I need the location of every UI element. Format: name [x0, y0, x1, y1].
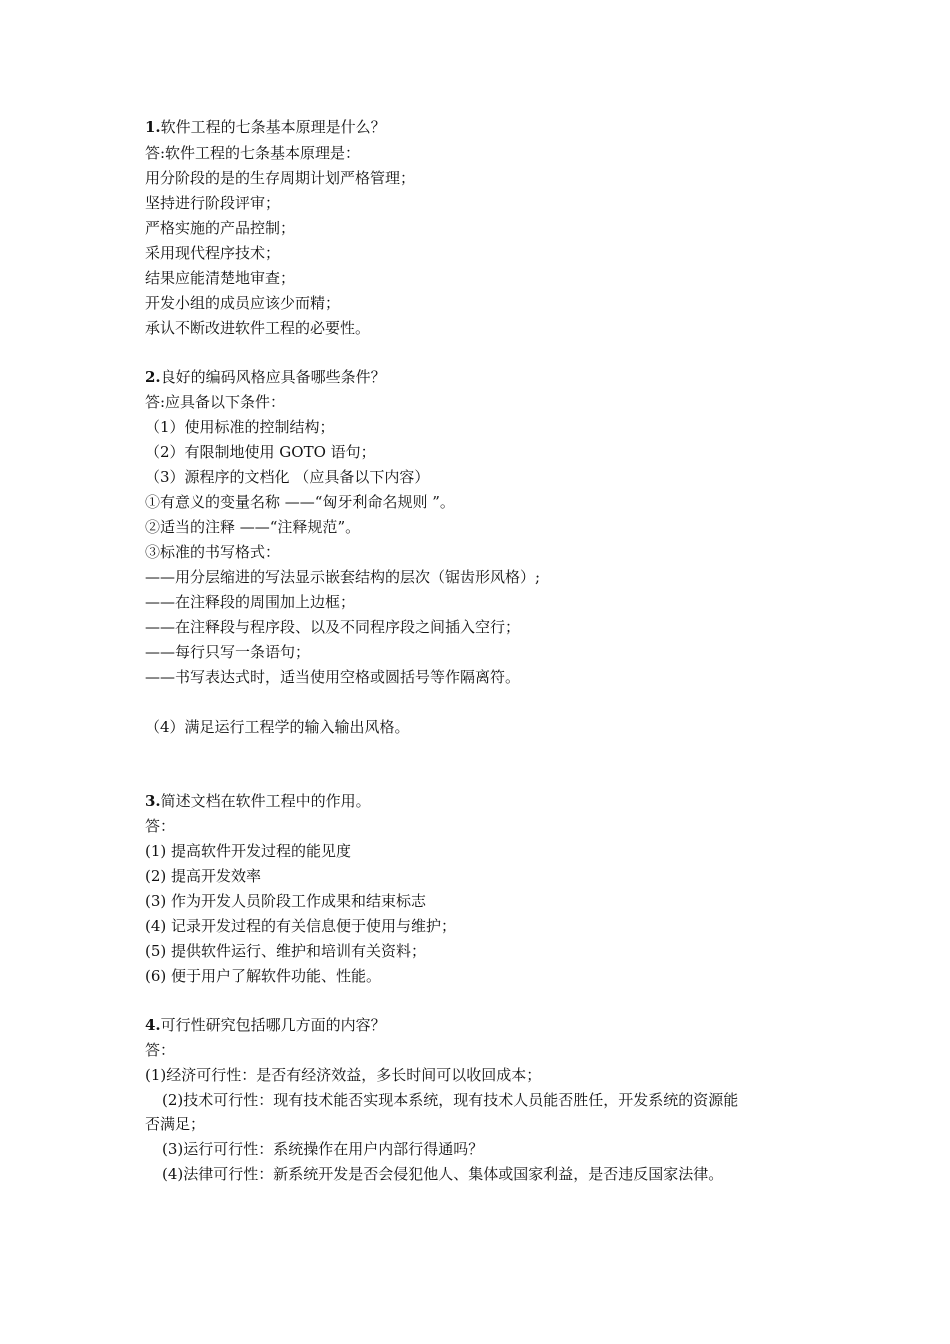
answer-line: (5) 提供软件运行、维护和培训有关资料； — [145, 942, 427, 960]
answer-intro: 答:软件工程的七条基本原理是： — [145, 144, 361, 162]
answer-line: (6) 便于用户了解软件功能、性能。 — [145, 967, 382, 985]
answer-intro: 答： — [145, 1041, 176, 1059]
answer-line: (2) 提高开发效率 — [145, 867, 262, 885]
question-number: 2. — [145, 368, 161, 386]
answer-line: (3)运行可行性：系统操作在用户内部行得通吗？ — [162, 1140, 484, 1158]
answer-line: 用分阶段的是的生存周期计划严格管理； — [145, 169, 416, 187]
answer-line: 坚持进行阶段评审； — [145, 194, 281, 212]
answer-line: （4）满足运行工程学的输入输出风格。 — [145, 718, 410, 736]
question-3-heading — [145, 791, 371, 811]
question-number: 4. — [145, 1016, 161, 1034]
answer-line: (1) 提高软件开发过程的能见度 — [145, 842, 352, 860]
answer-line: 否满足； — [145, 1115, 206, 1133]
question-number: 3. — [145, 792, 161, 810]
answer-intro: 答:应具备以下条件： — [145, 393, 286, 411]
question-number: 1. — [145, 118, 161, 136]
answer-intro: 答： — [145, 817, 176, 835]
answer-line: （1）使用标准的控制结构； — [145, 418, 335, 436]
question-1-heading — [145, 117, 386, 137]
question-title: 软件工程的七条基本原理是什么？ — [160, 118, 386, 136]
answer-line: ①有意义的变量名称 ——“匈牙利命名规则 ”。 — [145, 493, 455, 511]
answer-line: 承认不断改进软件工程的必要性。 — [145, 319, 371, 337]
question-title: 良好的编码风格应具备哪些条件？ — [160, 368, 386, 386]
answer-line: (3) 作为开发人员阶段工作成果和结束标志 — [145, 892, 427, 910]
question-title: 简述文档在软件工程中的作用。 — [160, 792, 371, 810]
answer-line: 结果应能清楚地审查； — [145, 269, 296, 287]
answer-line: (4)法律可行性：新系统开发是否会侵犯他人、集体或国家利益，是否违反国家法律。 — [162, 1165, 724, 1183]
answer-line: (4) 记录开发过程的有关信息便于使用与维护； — [145, 917, 457, 935]
answer-line: ③标准的书写格式： — [145, 543, 281, 561]
question-title: 可行性研究包括哪几方面的内容？ — [160, 1016, 386, 1034]
answer-line: ——用分层缩进的写法显示嵌套结构的层次（锯齿形风格）; — [145, 568, 541, 586]
question-4-heading — [145, 1015, 386, 1035]
answer-line: ——在注释段与程序段、以及不同程序段之间插入空行； — [145, 618, 521, 636]
answer-line: 采用现代程序技术； — [145, 244, 281, 262]
answer-line: ——书写表达式时，适当使用空格或圆括号等作隔离符。 — [145, 668, 521, 686]
question-2-heading — [145, 367, 386, 387]
answer-line: 开发小组的成员应该少而精； — [145, 294, 341, 312]
answer-line: （3）源程序的文档化 （应具备以下内容） — [145, 468, 430, 486]
answer-line: ②适当的注释 ——“注释规范”。 — [145, 518, 361, 536]
answer-line: ——在注释段的周围加上边框； — [145, 593, 356, 611]
answer-line: ——每行只写一条语句； — [145, 643, 311, 661]
answer-line: (1)经济可行性：是否有经济效益，多长时间可以收回成本； — [145, 1066, 542, 1084]
answer-line: （2）有限制地使用 GOTO 语句； — [145, 443, 376, 461]
answer-line: 严格实施的产品控制； — [145, 219, 296, 237]
answer-line: (2)技术可行性：现有技术能否实现本系统，现有技术人员能否胜任，开发系统的资源能 — [162, 1091, 739, 1109]
